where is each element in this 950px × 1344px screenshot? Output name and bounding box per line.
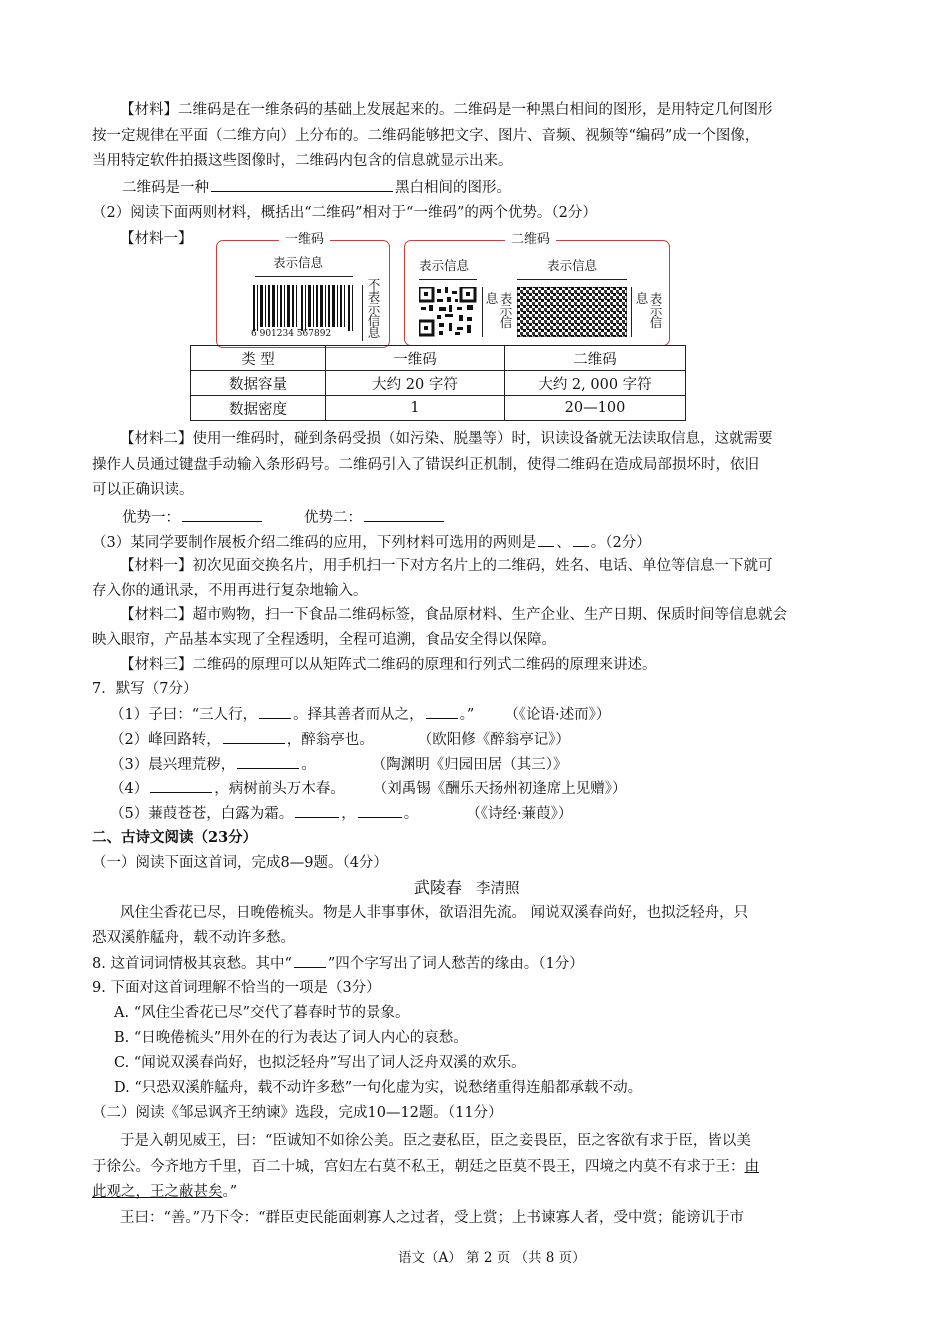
answer-blank[interactable] xyxy=(364,507,444,522)
prose-line: 于徐公。今齐地方千里，百二十城，宫妇左右莫不私王，朝廷之臣莫不畏王，四境之内莫不有求于王：由 xyxy=(92,1159,759,1175)
two-d-frame xyxy=(404,232,670,346)
option-d[interactable]: D. “只恐双溪舴艋舟，载不动许多愁”一句化虚为实，说愁绪重得连船都承载不动。 xyxy=(114,1080,643,1096)
material-line: 【材料三】二维码的原理可以从矩阵式二维码的原理和行列式二维码的原理来讲述。 xyxy=(120,657,657,673)
material-line: 【材料】二维码是在一维条码的基础上发展起来的。二维码是一种黑白相间的图形，是用特定几何图形 xyxy=(120,102,773,118)
table-cell: 大约 20 字符 xyxy=(326,371,505,396)
table-cell: 20—100 xyxy=(505,396,686,421)
dense-qr-code-icon xyxy=(517,287,627,337)
option-b[interactable]: B. “日晚倦梳头”用外在的行为表达了词人内心的哀愁。 xyxy=(114,1030,468,1046)
answer-blank[interactable] xyxy=(211,177,393,192)
table-header: 二维码 xyxy=(505,346,686,371)
one-d-title: 一维码 xyxy=(279,231,330,249)
barcode-digits: 6 901234 567892 xyxy=(251,329,332,339)
poem-line: 恐双溪舴艋舟，载不动许多愁。 xyxy=(92,930,295,946)
prose-line: 于是入朝见威王，曰：“臣诚知不如徐公美。臣之妻私臣，臣之妾畏臣，臣之客欲有求于臣，皆以美 xyxy=(120,1133,751,1149)
dictation-item: （3）晨兴理荒秽， 。 （陶渊明《归园田居（其三）》 xyxy=(110,754,567,775)
table-row xyxy=(191,396,686,421)
arrow-icon xyxy=(255,276,353,277)
material-line: 映入眼帘，产品基本实现了全程透明，全程可追溯，食品安全得以保障。 xyxy=(92,632,556,648)
two-d-info-label: 表示信息 xyxy=(547,258,598,273)
answer-blank[interactable] xyxy=(426,704,458,719)
poem-author: 李清照 xyxy=(476,881,520,897)
question-9: 9. 下面对这首词理解不恰当的一项是（3分） xyxy=(92,980,381,996)
underlined-text: 此观之，王之蔽甚矣 xyxy=(92,1184,223,1200)
question-6-3: （3）某同学要制作展板介绍二维码的应用，下列材料可选用的两则是 、 。（2分） xyxy=(92,532,651,553)
qr-code-icon xyxy=(419,287,477,337)
one-d-frame xyxy=(216,232,390,348)
material-line: 【材料二】使用一维码时，碰到条码受损（如污染、脱墨等）时，识读设备就无法读取信息，这就需要 xyxy=(120,431,773,447)
two-d-vertical-label: 息 xyxy=(485,291,499,306)
poem-title-line xyxy=(414,877,520,900)
arrow-icon xyxy=(419,279,477,280)
answer-blank[interactable] xyxy=(573,532,589,547)
material-line: 可以正确识读。 xyxy=(92,482,194,498)
table-row xyxy=(191,346,686,371)
answer-blank[interactable] xyxy=(150,778,212,793)
table-row xyxy=(191,371,686,396)
table-cell: 数据容量 xyxy=(191,371,326,396)
material-line: 按一定规律在平面（二维方向）上分布的。二维码能够把文字、图片、音频、视频等“编码”成一个图像， xyxy=(92,128,760,144)
two-d-title: 二维码 xyxy=(505,231,556,249)
dictation-item: （4） ，病树前头万木春。 （刘禹锡《酬乐天扬州初逢席上见赠》） xyxy=(110,778,626,799)
one-d-info-label: 表示信息 xyxy=(273,255,324,270)
dictation-item: （2）峰回路转， ，醉翁亭也。 （欧阳修《醉翁亭记》） xyxy=(110,729,570,750)
table-header: 类 型 xyxy=(191,346,326,371)
answer-blank[interactable] xyxy=(294,953,326,968)
arrow-icon xyxy=(362,285,363,341)
part-title: （一）阅读下面这首词，完成8—9题。（4分） xyxy=(92,855,388,871)
two-d-info-label: 表示信息 xyxy=(419,258,470,273)
material-line: 存入你的通讯录，不用再进行复杂地输入。 xyxy=(92,583,368,599)
prose-line: 王曰：“善。”乃下令：“群臣吏民能面刺寡人之过者，受上赏；上书谏寡人者，受中赏；能谤讥于市 xyxy=(120,1210,744,1226)
two-d-vertical-label: 表示信 xyxy=(499,291,513,330)
answer-blank[interactable] xyxy=(182,507,262,522)
section-title: 二、古诗文阅读（23分） xyxy=(92,829,258,846)
table-cell: 1 xyxy=(326,396,505,421)
question-7-title: 7．默写（7分） xyxy=(92,681,198,697)
material-line: 【材料一】初次见面交换名片，用手机扫一下对方名片上的二维码，姓名、电话、单位等信息一下就可 xyxy=(120,558,773,574)
one-d-vertical-label: 不表示信息 xyxy=(367,277,381,340)
question-8: 8. 这首词词情极其哀愁。其中“ ”四个字写出了词人愁苦的缘由。（1分） xyxy=(92,953,584,974)
material-line: 【材料二】超市购物，扫一下食品二维码标签，食品原材料、生产企业、生产日期、保质时间等信息就会 xyxy=(120,607,787,623)
fill-line: 二维码是一种 黑白相间的图形。 xyxy=(122,177,511,198)
option-c[interactable]: C. “闻说双溪春尚好，也拟泛轻舟”写出了词人泛舟双溪的欢乐。 xyxy=(114,1055,526,1071)
underlined-text: 由 xyxy=(744,1159,759,1175)
dictation-item: （1）子曰：“三人行， 。择其善者而从之， 。” （《论语·述而》） xyxy=(110,704,610,725)
arrow-icon xyxy=(517,279,627,280)
arrow-icon xyxy=(631,287,632,337)
option-a[interactable]: A. “风住尘香花已尽”交代了暮春时节的景象。 xyxy=(114,1005,410,1021)
two-d-vertical-label: 表示信 xyxy=(649,291,663,330)
answer-blank[interactable] xyxy=(295,803,339,818)
part-title: （二）阅读《邹忌讽齐王纳谏》选段，完成10—12题。（11分） xyxy=(92,1105,503,1121)
question-6-2: （2）阅读下面两则材料，概括出“二维码”相对于“一维码”的两个优势。（2分） xyxy=(92,205,597,221)
advantages-line: 优势一： 优势二： xyxy=(122,507,446,528)
answer-blank[interactable] xyxy=(358,803,402,818)
answer-blank[interactable] xyxy=(259,704,291,719)
arrow-icon xyxy=(482,287,483,337)
material-line: 操作人员通过键盘手动输入条形码号。二维码引入了错误纠正机制，使得二维码在造成局部损坏时，依旧 xyxy=(92,457,759,473)
page-footer: 语文（A） 第 2 页 （共 8 页） xyxy=(398,1250,586,1266)
table-cell: 数据密度 xyxy=(191,396,326,421)
table-header: 一维码 xyxy=(326,346,505,371)
answer-blank[interactable] xyxy=(223,729,285,744)
answer-blank[interactable] xyxy=(538,532,554,547)
material-line: 当用特定软件拍摄这些图像时，二维码内包含的信息就显示出来。 xyxy=(92,153,513,169)
poem-title: 武陵春 xyxy=(414,878,463,897)
answer-blank[interactable] xyxy=(237,754,299,769)
table-cell: 大约 2, 000 字符 xyxy=(505,371,686,396)
comparison-table xyxy=(190,345,686,421)
dictation-item: （5）蒹葭苍苍，白露为霜。 ， 。 （《诗经·蒹葭》） xyxy=(110,803,572,824)
two-d-vertical-label: 息 xyxy=(635,291,649,306)
poem-line: 风住尘香花已尽，日晚倦梳头。物是人非事事休，欲语泪先流。 闻说双溪春尚好，也拟泛轻舟，只 xyxy=(120,905,749,921)
material-label: 【材料一】 xyxy=(120,231,193,247)
prose-line: 此观之，王之蔽甚矣。” xyxy=(92,1184,238,1200)
